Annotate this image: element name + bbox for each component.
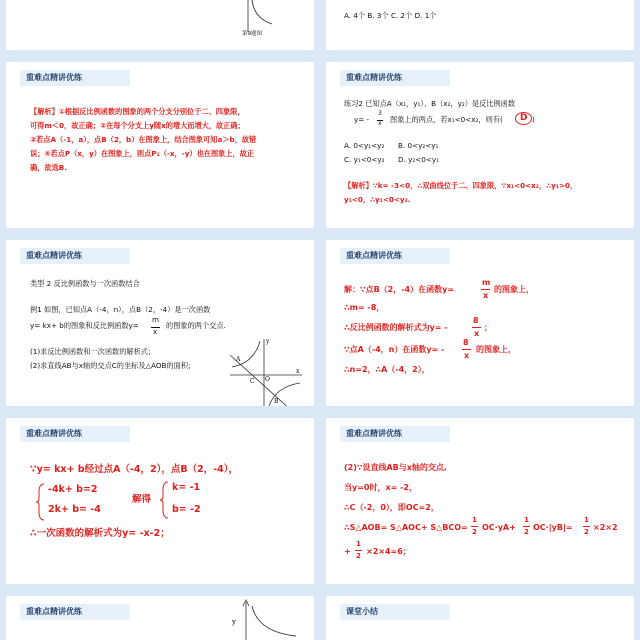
- question-line-2a: y= -: [354, 115, 370, 124]
- result-b: b= -2: [172, 504, 201, 515]
- half-denominator-3: 2: [584, 528, 589, 536]
- sub-question-2: (2)求直线AB与x轴的交点C的坐标及△AOB的面积；: [30, 361, 196, 370]
- slide-summary: [326, 596, 634, 640]
- type-line: 类型 2 反比例函数与一次函数结合: [30, 279, 140, 288]
- partial-graph: [226, 596, 306, 640]
- point-label-c: C: [250, 378, 255, 385]
- option-c: C. y₁<0<y₂: [344, 155, 385, 164]
- half-numerator-2: 1: [524, 516, 529, 524]
- solution-line-4a: ∴S△AOB= S△AOC+ S△BCO=: [344, 523, 468, 532]
- slide-header: 重难点精讲优练: [20, 426, 130, 442]
- analysis-line-4: 误；④若点P（x，y）在图象上，则点P₁（-x，-y）也在图象上，故正: [30, 149, 255, 158]
- solution-line-4b: 的图象上，: [476, 345, 516, 354]
- slide-header: 重难点精讲优练: [340, 248, 450, 264]
- example-line-2a: y= kx+ b的图象和反比例函数y=: [30, 321, 139, 330]
- slide-header: 重难点精讲优练: [20, 604, 130, 620]
- fraction-numerator: m: [152, 315, 160, 324]
- fraction-numerator: 3: [378, 110, 382, 117]
- figure-caption: 第9题图: [242, 31, 262, 37]
- slide-solution-1: [326, 240, 634, 406]
- fraction-denominator: x: [378, 120, 382, 127]
- point-label-a: A: [236, 356, 241, 363]
- question-line-1: 练习2 已知点A（x₁，y₁）、B（x₂，y₂）是反比例函数: [344, 99, 516, 108]
- solution-line-1: 【解析】∵k= -3<0，∴双曲线位于二、四象限，∵x₁<0<x₂，∴y₁>0，: [344, 181, 578, 190]
- solution-line-1a: 解：∵点B（2，-4）在函数y=: [344, 285, 455, 294]
- analysis-line-2: 可得m＜0，故正确；②在每个分支上y随x的增大而增大，故正确；: [30, 121, 245, 130]
- brace-right: [160, 480, 170, 520]
- answer-circle: D: [515, 112, 532, 125]
- example-line-2b: 的图象的两个交点.: [166, 321, 226, 330]
- solution-line-2: y₁<0，∴y₁<0<y₂.: [344, 195, 411, 204]
- fraction-denominator: x: [153, 327, 158, 336]
- solution-line-4c: OC·|yB|=: [533, 523, 573, 532]
- solution-line-4b: OC·yA+: [482, 523, 516, 532]
- solution-line-3b: ；: [484, 323, 492, 332]
- solution-line-5b: ×2×4=6；: [366, 547, 411, 556]
- solution-line-1b: 的图象上，: [494, 285, 534, 294]
- slide-practice-2: [326, 62, 634, 228]
- sub-question-1: (1)求反比例函数和一次函数的解析式；: [30, 347, 156, 356]
- question-line-2c: ): [532, 115, 535, 124]
- half-denominator-4: 2: [356, 552, 361, 560]
- slide-solution-2: [6, 418, 314, 584]
- solution-line-2: 当y=0时，x= -2，: [344, 483, 418, 492]
- solution-line-2: ∴m= -8，: [344, 303, 385, 312]
- half-numerator-1: 1: [472, 516, 477, 524]
- intersection-figure: [226, 335, 306, 406]
- option-d: D. y₂<0<y₁: [398, 155, 439, 164]
- slide-analysis-1: [6, 62, 314, 228]
- axis-label-x: x: [296, 368, 300, 375]
- slide-header: 重难点精讲优练: [340, 426, 450, 442]
- equation-1: -4k+ b=2: [48, 484, 98, 495]
- fraction-numerator: m: [482, 278, 491, 287]
- half-numerator-3: 1: [584, 516, 589, 524]
- solution-line-4a: ∵点A（-4，n）在函数y= -: [344, 345, 445, 354]
- solution-line-5a: +: [344, 547, 351, 556]
- half-denominator-2: 2: [524, 528, 529, 536]
- half-denominator-1: 2: [472, 528, 477, 536]
- fraction-denominator: x: [474, 329, 480, 338]
- fraction-denominator: x: [464, 351, 470, 360]
- solution-line-3: ∴C（-2，0），即OC=2，: [344, 503, 439, 512]
- example-line-1: 例1 如图，已知点A（-4，n），点B（2，-4）是一次函数: [30, 305, 211, 314]
- slide-header: 课堂小结: [340, 604, 450, 620]
- question-line-2b: 图象上的两点，若x₁<0<x₂，则有(: [390, 115, 503, 124]
- equation-2: 2k+ b= -4: [48, 504, 101, 515]
- slide-partial-9: [6, 596, 314, 640]
- options-answer-line: A. 4个 B. 3个 C. 2个 D. 1个: [344, 11, 437, 20]
- solution-line-5: ∴n=2，∴A（-4，2），: [344, 365, 430, 374]
- solution-line-3: ∴一次函数的解析式为y= -x-2；: [30, 528, 170, 539]
- analysis-line-3: ③若点A（-1，a），点B（2，b）在图象上，结合图象可知a＞b，故错: [30, 135, 257, 144]
- slide-header: 重难点精讲优练: [20, 248, 130, 264]
- solution-line-1: (2)∵设直线AB与x轴的交点,: [344, 463, 447, 472]
- slide-figure-9: [6, 0, 314, 50]
- result-k: k= -1: [172, 482, 201, 493]
- analysis-line-5: 确，故选B.: [30, 163, 67, 172]
- axis-label-y: y: [266, 338, 270, 345]
- solution-line-1: ∵y= kx+ b经过点A（-4，2），点B（2，-4），: [30, 464, 239, 475]
- fraction-denominator: x: [483, 291, 489, 300]
- point-label-o: O: [265, 376, 270, 383]
- slide-solution-3: [326, 418, 634, 584]
- point-label-b: B: [274, 398, 279, 405]
- axis-label-y: y: [232, 618, 236, 626]
- slide-options: [326, 0, 634, 50]
- fraction-numerator: 8: [473, 316, 479, 325]
- solution-line-3a: ∴反比例函数的解析式为y= -: [344, 323, 448, 332]
- slide-header: 重难点精讲优练: [20, 70, 130, 86]
- slide-header: 重难点精讲优练: [340, 70, 450, 86]
- brace-left: [36, 482, 46, 522]
- solution-line-4d: ×2×2: [593, 523, 618, 532]
- option-a: A. 0<y₁<y₂: [344, 141, 385, 150]
- slide-example-1: [6, 240, 314, 406]
- option-b: B. 0<y₂<y₁: [398, 141, 439, 150]
- half-numerator-4: 1: [356, 540, 361, 548]
- analysis-line-1: 【解析】①根据反比例函数的图象的两个分支分别位于二、四象限，: [30, 107, 245, 116]
- solve-label: 解得: [132, 494, 152, 505]
- answer-choice: [515, 112, 532, 125]
- fraction-numerator: 8: [463, 338, 469, 347]
